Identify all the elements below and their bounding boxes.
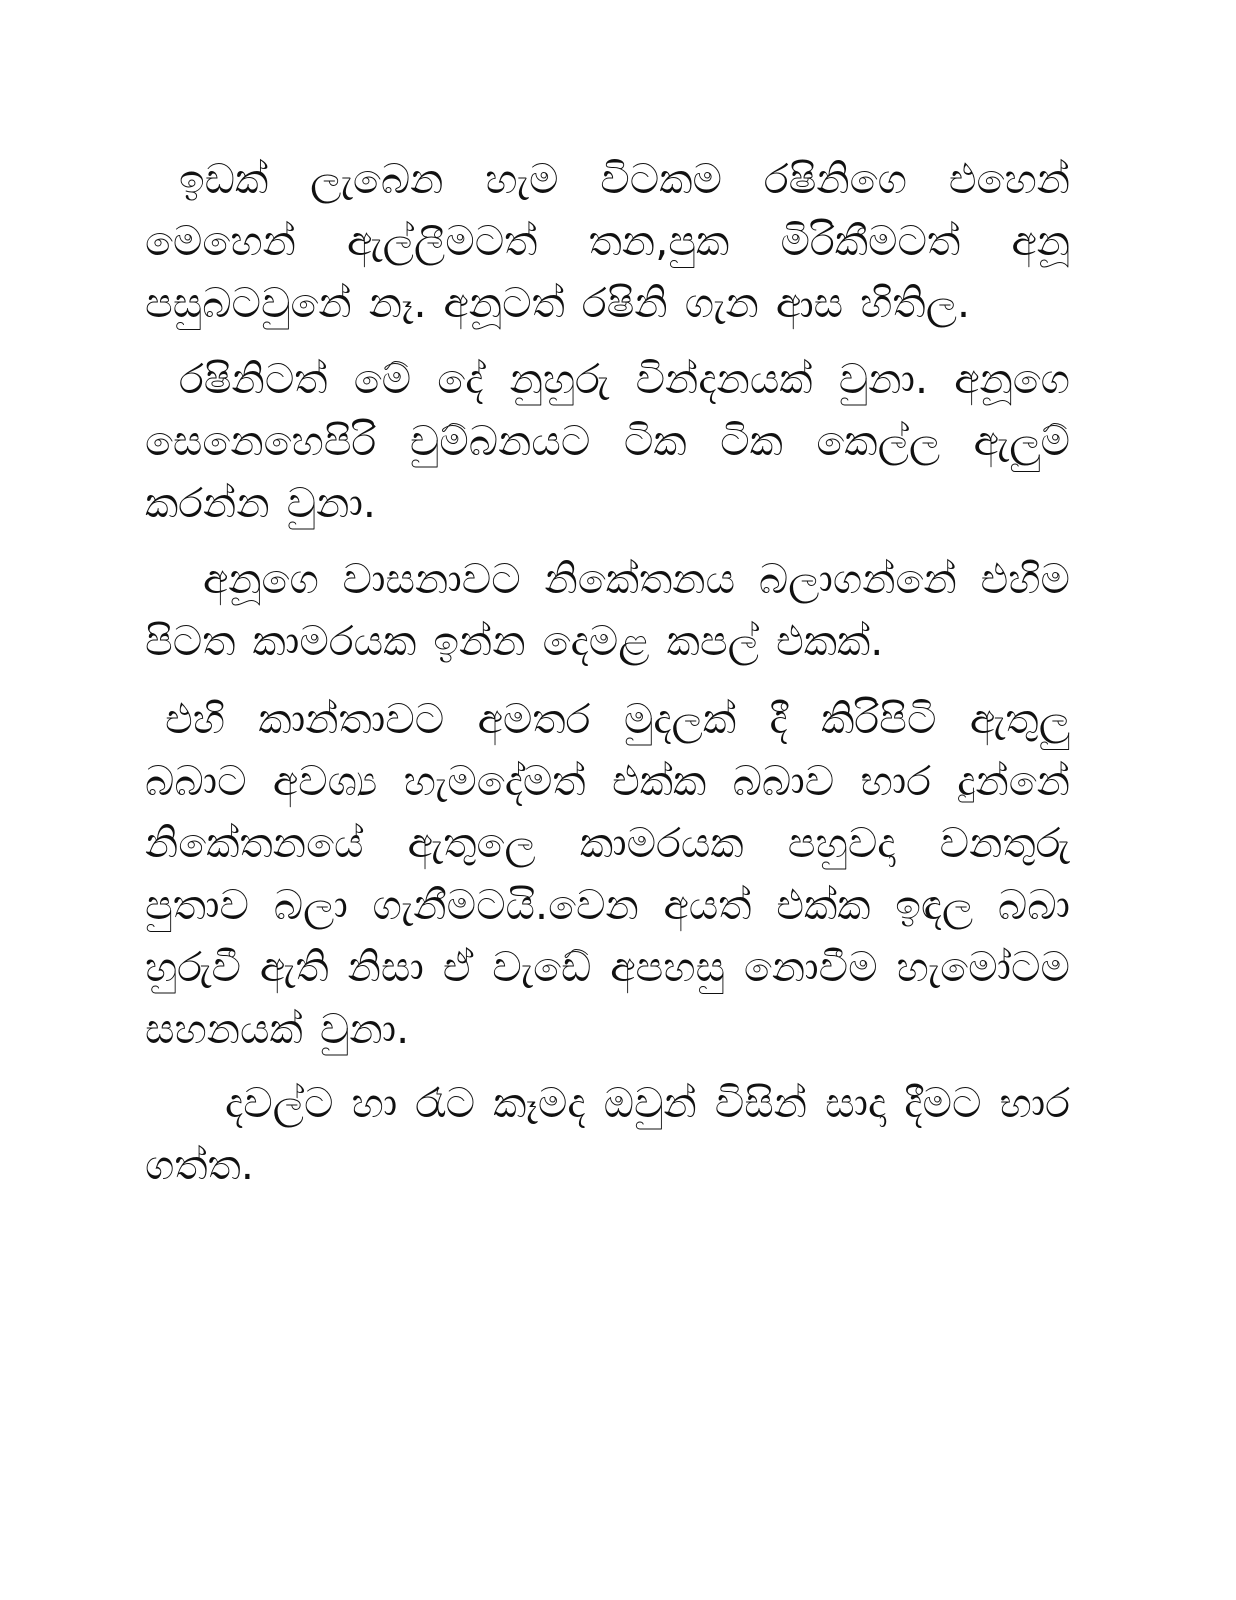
paragraph-3: අනූගෙ වාසනාවට නිකේතනය බලාගන්නේ එහිම පිටත කාමරයක ඉන්න දෙමළ කපල් එකක්.: [145, 555, 1070, 665]
paragraph-5: දවල්ට හා රෑට කෑමද ඔවුන් විසින් සාදා දීමට භාර ගත්ත.: [145, 1079, 1070, 1189]
paragraph-4: එහි කාන්තාවට අමතර මුදලක් දී කිරිපිටි ඇතුලු බබාට අවශ්‍ය හැමදේමත් එක්ක බබාව භාර දුන්නේ නිකේතනයේ ඇතුලෙ කාමරයක පහුවදා වනතුරු පුතාව බලා ගැනීමටයි.වෙන අයත් එක්ක ඉඳල බබා හුරුවී ඇති නිසා ඒ වැඩේ අපහසු නොවීම හැමෝටම සහනයක් වුනා.: [145, 695, 1070, 1053]
body-text: [145, 148, 1070, 1196]
paragraph-1: ඉඩක් ලැබෙන හැම විටකම රෂිනිගෙ එහෙන් මෙහෙන් ඇල්ලීමටත් තන,පුක මිරිකීමටත් අනූ පසුබටවුනේ නෑ. අනූටත් රෂිනි ගැන ආස හිතිල.: [145, 155, 1070, 327]
paragraph-2: රෂිනිටත් මේ දේ නුහුරු වින්දනයක් වුනා. අනූගෙ සෙනෙහෙපිරි චුම්බනයට ටික ටික කෙල්ල ඇලුම් කරන්න වුනා.: [145, 355, 1070, 527]
